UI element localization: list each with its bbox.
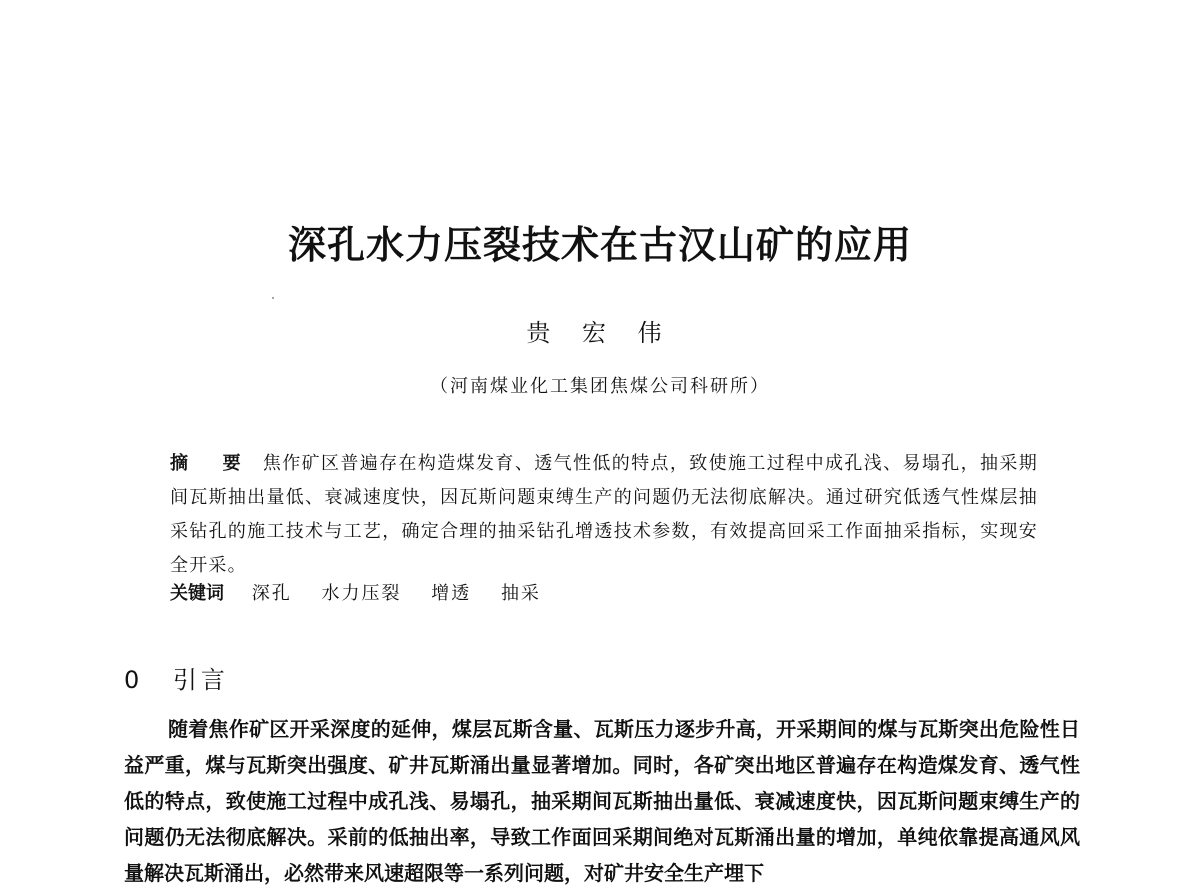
paper-title: 深孔水力压裂技术在古汉山矿的应用	[287, 222, 912, 267]
author-name: 贵 宏 伟	[526, 319, 674, 347]
keywords-block	[170, 579, 1038, 609]
keyword-item: 抽采	[500, 583, 541, 604]
abstract-block	[170, 447, 1038, 583]
keywords-label: 关键词	[170, 583, 224, 604]
keyword-item: 深孔	[251, 583, 292, 604]
abstract-text: 焦作矿区普遍存在构造煤发育、透气性低的特点，致使施工过程中成孔浅、易塌孔，抽采期间瓦斯抽出量低、衰减速度快，因瓦斯问题束缚生产的问题仍无法彻底解决。通过研究低透气性煤层抽采钻孔的施工技术与工艺，确定合理的抽采钻孔增透技术参数，有效提高回采工作面抽采指标，实现安全开采。	[170, 453, 1038, 576]
body-paragraph: 随着焦作矿区开采深度的延伸，煤层瓦斯含量、瓦斯压力逐步升高，开采期间的煤与瓦斯突出危险性日益严重，煤与瓦斯突出强度、矿井瓦斯涌出量显著增加。同时，各矿突出地区普遍存在构造煤发育、透气性低的特点，致使施工过程中成孔浅、易塌孔，抽采期间瓦斯抽出量低、衰减速度快，因瓦斯问题束缚生产的问题仍无法彻底解决。采前的低抽出率，导致工作面回采期间绝对瓦斯涌出量的增加，单纯依靠提高通风风量解决瓦斯涌出，必然带来风速超限等一系列问题，对矿井安全生产埋下	[124, 717, 1080, 885]
keyword-item: 增透	[431, 583, 472, 604]
scan-speck	[272, 297, 274, 299]
keyword-item: 水力压裂	[321, 583, 402, 604]
section-heading	[124, 660, 229, 695]
section-number: 0	[124, 666, 140, 694]
author-affiliation: （河南煤业化工集团焦煤公司科研所）	[430, 376, 770, 397]
abstract-label: 摘 要	[170, 453, 255, 474]
section-title: 引言	[172, 666, 229, 694]
